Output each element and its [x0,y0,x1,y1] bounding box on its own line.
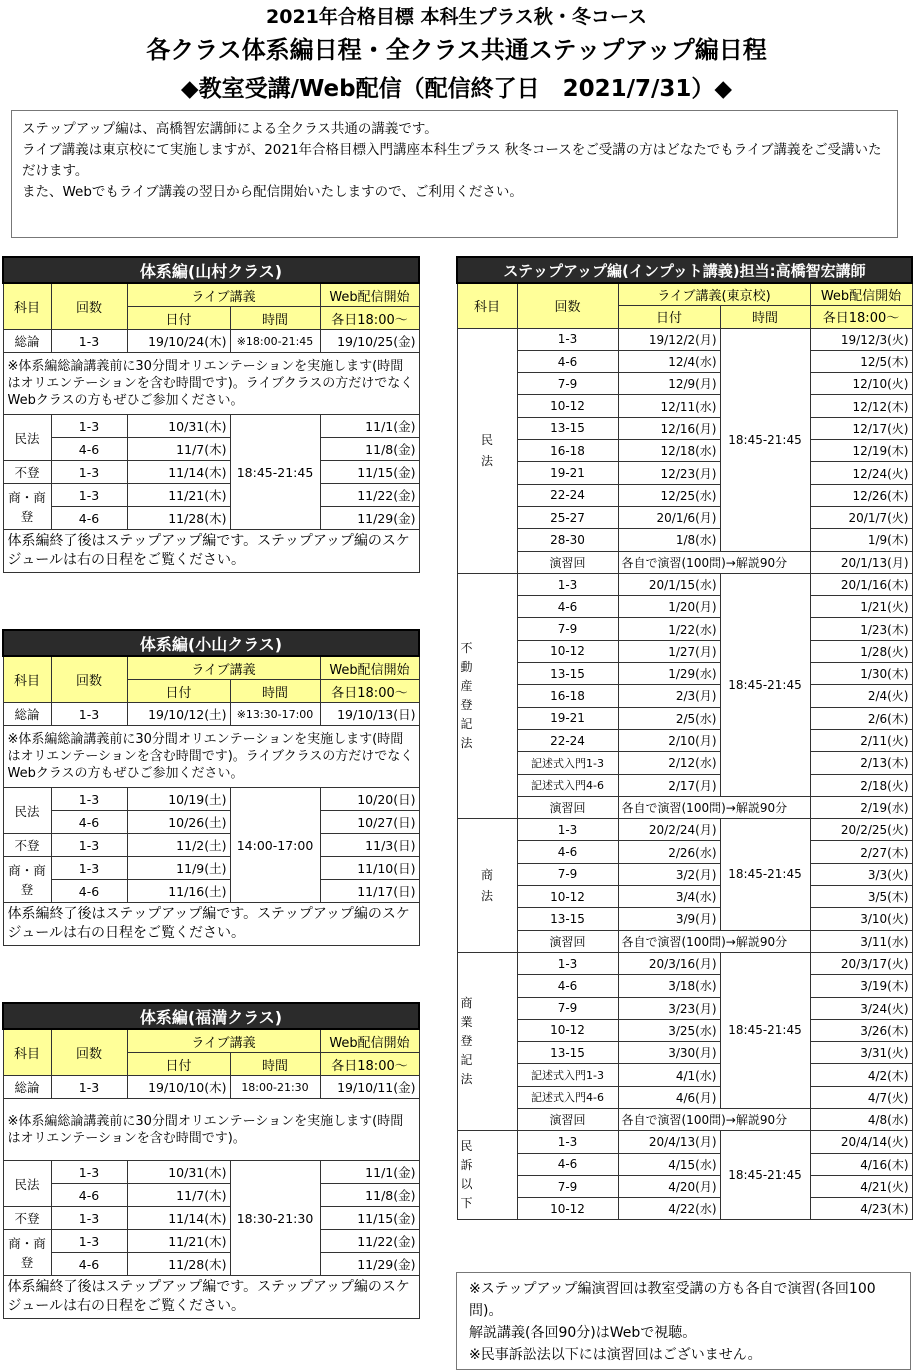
table-cell: 2/6(木) [810,707,912,729]
table-cell: 2/10(月) [618,729,720,751]
table-cell: 11/8(金) [320,438,419,461]
intro-box [11,110,898,238]
table-cell: 1/22(水) [618,618,720,640]
table-cell: 20/3/16(月) [618,952,720,974]
subject-cell [457,819,517,953]
table-cell: 時間 [230,680,320,703]
table-cell: 11/21(木) [127,1230,230,1253]
table-cell: 1-3 [51,1230,127,1253]
table-cell: 12/18(水) [618,440,720,462]
table-cell: 体系編(山村クラス) [3,257,419,283]
table-cell: 11/21(木) [127,484,230,507]
table-cell: 2/3(月) [618,685,720,707]
table-cell: 18:30-21:30 [230,1161,320,1276]
table-cell: 19-21 [517,707,618,729]
table-cell: 3/24(火) [810,997,912,1019]
table-cell: 3/30(月) [618,1042,720,1064]
table-cell: 20/1/7(火) [810,506,912,528]
table-cell: 18:45-21:45 [720,573,810,796]
table-cell: 記述式入門4-6 [517,774,618,796]
table-cell: 1/28(火) [810,640,912,662]
table-cell: 4/8(水) [810,1108,912,1130]
table-cell: 18:45-21:45 [720,1131,810,1220]
table-cell: 3/19(木) [810,975,912,997]
fukumitsu-class-table [2,1002,420,1319]
table-cell: 20/3/17(火) [810,952,912,974]
table-cell: 12/9(月) [618,373,720,395]
table-cell: 各日18:00～ [810,306,912,328]
table-cell: ※体系編総論講義前に30分間オリエンテーションを実施します(時間はオリエンテーションを含む時間です)。ライブクラスの方だけでなくWebクラスの方もぜひご参加ください。 [3,726,419,788]
table-cell: 科目 [3,656,51,703]
table-cell: 1-3 [51,415,127,438]
table-cell: 4/15(水) [618,1153,720,1175]
table-cell: Web配信開始 [320,656,419,680]
table-cell: 19/10/13(日) [320,703,419,726]
table-cell: 16-18 [517,440,618,462]
table-cell: 4-6 [51,811,127,834]
table-cell: 12/25(水) [618,484,720,506]
table-cell: 11/8(金) [320,1184,419,1207]
table-cell: 記述式入門1-3 [517,1064,618,1086]
table-cell: 10/27(日) [320,811,419,834]
table-cell: 12/16(月) [618,417,720,439]
table-cell: 4-6 [51,438,127,461]
table-cell: 13-15 [517,663,618,685]
table-cell: 12/19(木) [810,440,912,462]
table-cell: 1/8(水) [618,529,720,551]
table-cell: 2/13(木) [810,752,912,774]
table-cell: 日付 [127,1053,230,1076]
table-cell: 3/3(火) [810,863,912,885]
table-cell: 1/23(木) [810,618,912,640]
table-cell: 11/10(日) [320,857,419,880]
subject-cell [457,1131,517,1220]
table-cell: 4/6(月) [618,1086,720,1108]
table-cell: 16-18 [517,685,618,707]
table-cell: 1-3 [51,834,127,857]
table-cell: 4-6 [51,1184,127,1207]
subject-label: 不動産登記法 [460,640,473,750]
table-cell: 科目 [3,1029,51,1076]
subject-label: 民法 [480,432,493,468]
table-cell: 各日18:00～ [320,1053,419,1076]
table-cell: 演習回 [517,551,618,573]
table-cell: 14:00-17:00 [230,788,320,903]
table-cell: 11/15(金) [320,461,419,484]
table-cell: 11/3(日) [320,834,419,857]
table-cell: 商・商登 [3,484,51,530]
table-cell: 19/12/2(月) [618,328,720,350]
table-cell: 各自で演習(100問)→解説90分 [618,796,810,818]
table-cell: 3/2(月) [618,863,720,885]
table-cell: 11/14(木) [127,1207,230,1230]
table-cell: 3/18(水) [618,975,720,997]
table-cell: 3/31(火) [810,1042,912,1064]
table-cell: 11/16(土) [127,880,230,903]
table-cell: 10/19(土) [127,788,230,811]
table-cell: 4-6 [51,507,127,530]
footnote-line: ※民事訴訟法以下には演習回はございません。 [469,1347,762,1363]
table-cell: 2/26(水) [618,841,720,863]
table-cell: 民法 [3,788,51,834]
table-cell: 1-3 [51,857,127,880]
table-cell: 19/10/25(金) [320,330,419,353]
table-cell: 1/30(木) [810,663,912,685]
table-cell: 20/4/13(月) [618,1131,720,1153]
table-cell: 2/17(月) [618,774,720,796]
table-cell: 12/23(月) [618,462,720,484]
table-cell: 1-3 [51,330,127,353]
table-cell: 4-6 [517,596,618,618]
table-cell: 1/29(水) [618,663,720,685]
table-cell: 18:00-21:30 [230,1076,320,1099]
table-cell: 1-3 [517,573,618,595]
table-cell: 3/23(月) [618,997,720,1019]
table-cell: 19/10/24(木) [127,330,230,353]
table-cell: 12/24(火) [810,462,912,484]
table-cell: 3/5(木) [810,886,912,908]
table-cell: 11/28(木) [127,1253,230,1276]
table-cell: 1-3 [51,461,127,484]
table-cell: 科目 [457,283,517,328]
table-cell: 4/20(月) [618,1175,720,1197]
table-cell: 民法 [3,415,51,461]
table-cell: 4/1(水) [618,1064,720,1086]
table-cell: 1-3 [517,328,618,350]
koyama-class-table [2,629,420,946]
table-cell: 18:45-21:45 [720,952,810,1108]
table-cell: 商・商登 [3,1230,51,1276]
table-cell: 3/10(火) [810,908,912,930]
table-cell: 記述式入門1-3 [517,752,618,774]
table-cell: 4-6 [517,841,618,863]
table-cell: 18:45-21:45 [230,415,320,530]
table-cell: 3/26(木) [810,1019,912,1041]
table-cell: 演習回 [517,796,618,818]
table-cell: 7-9 [517,863,618,885]
table-cell: 10/31(木) [127,1161,230,1184]
table-cell: 民法 [3,1161,51,1207]
table-cell: 20/1/15(水) [618,573,720,595]
table-cell: 1-3 [51,788,127,811]
table-cell: 総論 [3,1076,51,1099]
table-cell: 体系編(福満クラス) [3,1003,419,1029]
table-cell: 4/16(木) [810,1153,912,1175]
table-cell: 1-3 [517,1131,618,1153]
table-cell: 13-15 [517,1042,618,1064]
intro-line: また、Webでもライブ講義の翌日から配信開始いたしますので、ご利用ください。 [22,184,523,200]
table-cell: 20/1/13(月) [810,551,912,573]
yamamura-class-table [2,256,420,573]
table-cell: ライブ講義(東京校) [618,283,810,306]
table-cell: 13-15 [517,908,618,930]
table-cell: 体系編終了後はステップアップ編です。ステップアップ編のスケジュールは右の日程をご覧ください。 [3,530,419,573]
table-cell: 20/2/25(火) [810,819,912,841]
table-cell: 20/1/16(木) [810,573,912,595]
table-cell: 2/5(水) [618,707,720,729]
table-cell: 10-12 [517,1019,618,1041]
table-cell: 19-21 [517,462,618,484]
table-cell: 22-24 [517,729,618,751]
table-cell: 各日18:00～ [320,307,419,330]
table-cell: ※体系編総論講義前に30分間オリエンテーションを実施します(時間はオリエンテーションを含む時間です)。 [3,1099,419,1161]
table-cell: 4/7(火) [810,1086,912,1108]
table-cell: 各自で演習(100問)→解説90分 [618,930,810,952]
table-cell: 総論 [3,330,51,353]
table-cell: 19/10/12(土) [127,703,230,726]
table-cell: 19/10/10(木) [127,1076,230,1099]
table-cell: 10/31(木) [127,415,230,438]
table-cell: 不登 [3,1207,51,1230]
table-cell: 3/4(水) [618,886,720,908]
table-cell: 2/27(木) [810,841,912,863]
table-cell: 11/1(金) [320,415,419,438]
table-cell: 3/25(水) [618,1019,720,1041]
table-cell: 2/11(火) [810,729,912,751]
table-cell: 13-15 [517,417,618,439]
footnote-box [456,1272,911,1370]
intro-line: ライブ講義は東京校にて実施しますが、2021年合格目標入門講座本科生プラス 秋冬コースをご受講の方はどなたでもライブ講義をご受講いただけます。 [22,142,882,179]
table-cell: 2/18(火) [810,774,912,796]
table-cell: 7-9 [517,373,618,395]
subject-cell [457,328,517,573]
table-cell: 22-24 [517,484,618,506]
table-cell: 回数 [51,283,127,330]
table-cell: 1/21(火) [810,596,912,618]
table-cell: 28-30 [517,529,618,551]
table-cell: 19/10/11(金) [320,1076,419,1099]
table-cell: 11/9(土) [127,857,230,880]
table-cell: 総論 [3,703,51,726]
footnote-line: ※ステップアップ編演習回は教室受講の方も各自で演習(各回100問)。 [469,1281,876,1319]
table-cell: 2/4(火) [810,685,912,707]
table-cell: 11/29(金) [320,1253,419,1276]
table-cell: 1-3 [517,819,618,841]
table-cell: 4/21(火) [810,1175,912,1197]
table-cell: 回数 [517,283,618,328]
table-cell: 日付 [127,680,230,703]
table-cell: 10-12 [517,886,618,908]
table-cell: 11/28(木) [127,507,230,530]
table-cell: 2/12(水) [618,752,720,774]
table-cell: 各日18:00～ [320,680,419,703]
table-cell: 時間 [720,306,810,328]
doc-title-line1: 2021年合格目標 本科生プラス秋・冬コース [266,6,647,28]
table-cell: 11/17(日) [320,880,419,903]
table-cell: 4-6 [51,1253,127,1276]
table-cell: 11/15(金) [320,1207,419,1230]
table-cell: ライブ講義 [127,1029,320,1053]
table-cell: 体系編終了後はステップアップ編です。ステップアップ編のスケジュールは右の日程をご覧ください。 [3,903,419,946]
table-cell: 不登 [3,834,51,857]
subject-label: 商法 [480,867,493,903]
table-cell: 演習回 [517,1108,618,1130]
table-cell: 20/4/14(火) [810,1131,912,1153]
table-cell: 回数 [51,1029,127,1076]
table-cell: 4-6 [517,975,618,997]
table-cell: 19/12/3(火) [810,328,912,350]
table-cell: 1/9(木) [810,529,912,551]
table-cell: 記述式入門4-6 [517,1086,618,1108]
table-cell: 商・商登 [3,857,51,903]
table-cell: 11/2(土) [127,834,230,857]
table-cell: 1/20(月) [618,596,720,618]
footnote-line: 解説講義(各回90分)はWebで視聴。 [469,1325,697,1341]
table-cell: 1-3 [51,484,127,507]
table-cell: 2/19(水) [810,796,912,818]
table-cell: 4-6 [51,880,127,903]
table-cell: 4-6 [517,350,618,372]
table-cell: 3/9(月) [618,908,720,930]
table-cell: 10-12 [517,1198,618,1220]
table-cell: 12/4(水) [618,350,720,372]
table-cell: 演習回 [517,930,618,952]
table-cell: 12/17(火) [810,417,912,439]
table-cell: 1/27(月) [618,640,720,662]
table-cell: 10-12 [517,395,618,417]
table-cell: 各自で演習(100問)→解説90分 [618,551,810,573]
table-cell: Web配信開始 [810,283,912,306]
subject-label: 民訴以下 [460,1139,473,1211]
table-cell: 10-12 [517,640,618,662]
table-cell: 18:45-21:45 [720,328,810,551]
table-cell: ※体系編総論講義前に30分間オリエンテーションを実施します(時間はオリエンテーションを含む時間です)。ライブクラスの方だけでなくWebクラスの方もぜひご参加ください。 [3,353,419,415]
table-cell: 25-27 [517,506,618,528]
table-cell: ステップアップ編(インプット講義)担当:高橋智宏講師 [457,257,912,283]
table-cell: ※13:30-17:00 [230,703,320,726]
table-cell: 時間 [230,307,320,330]
table-cell: 7-9 [517,997,618,1019]
table-cell: 11/22(金) [320,1230,419,1253]
table-cell: 7-9 [517,618,618,640]
table-cell: 1-3 [51,1076,127,1099]
table-cell: 12/26(木) [810,484,912,506]
table-cell: 1-3 [517,952,618,974]
intro-line: ステップアップ編は、高橋智宏講師による全クラス共通の講義です。 [22,121,438,137]
table-cell: 11/22(金) [320,484,419,507]
table-cell: 20/2/24(月) [618,819,720,841]
table-cell: 日付 [618,306,720,328]
table-cell: 4-6 [517,1153,618,1175]
table-cell: 7-9 [517,1175,618,1197]
table-cell: 4/2(木) [810,1064,912,1086]
stepup-schedule-table [456,256,913,1220]
table-cell: 11/7(木) [127,1184,230,1207]
table-cell: ※18:00-21:45 [230,330,320,353]
subject-cell [457,952,517,1130]
subject-cell [457,573,517,818]
table-cell: 11/7(木) [127,438,230,461]
table-cell: 回数 [51,656,127,703]
table-cell: 20/1/6(月) [618,506,720,528]
table-cell: 1-3 [51,1207,127,1230]
table-cell: 10/26(土) [127,811,230,834]
table-cell: 時間 [230,1053,320,1076]
table-cell: 12/10(火) [810,373,912,395]
table-cell: 体系編(小山クラス) [3,630,419,656]
table-cell: 日付 [127,307,230,330]
table-cell: 10/20(日) [320,788,419,811]
table-cell: 不登 [3,461,51,484]
table-cell: Web配信開始 [320,1029,419,1053]
table-cell: 体系編終了後はステップアップ編です。ステップアップ編のスケジュールは右の日程をご覧ください。 [3,1276,419,1319]
doc-title-line3: ◆教室受講/Web配信（配信終了日 2021/7/31）◆ [180,76,733,102]
table-cell: 3/11(水) [810,930,912,952]
doc-title-line2: 各クラス体系編日程・全クラス共通ステップアップ編日程 [146,36,767,64]
table-cell: 11/29(金) [320,507,419,530]
table-cell: Web配信開始 [320,283,419,307]
table-cell: 4/22(水) [618,1198,720,1220]
table-cell: 12/5(木) [810,350,912,372]
table-cell: 11/1(金) [320,1161,419,1184]
table-cell: 12/12(木) [810,395,912,417]
table-cell: 1-3 [51,1161,127,1184]
table-cell: 12/11(水) [618,395,720,417]
table-cell: ライブ講義 [127,656,320,680]
table-cell: 1-3 [51,703,127,726]
table-cell: 科目 [3,283,51,330]
table-cell: 11/14(木) [127,461,230,484]
subject-label: 商業登記法 [460,996,473,1087]
table-cell: 4/23(木) [810,1198,912,1220]
table-cell: 18:45-21:45 [720,819,810,930]
table-cell: 各自で演習(100問)→解説90分 [618,1108,810,1130]
table-cell: ライブ講義 [127,283,320,307]
